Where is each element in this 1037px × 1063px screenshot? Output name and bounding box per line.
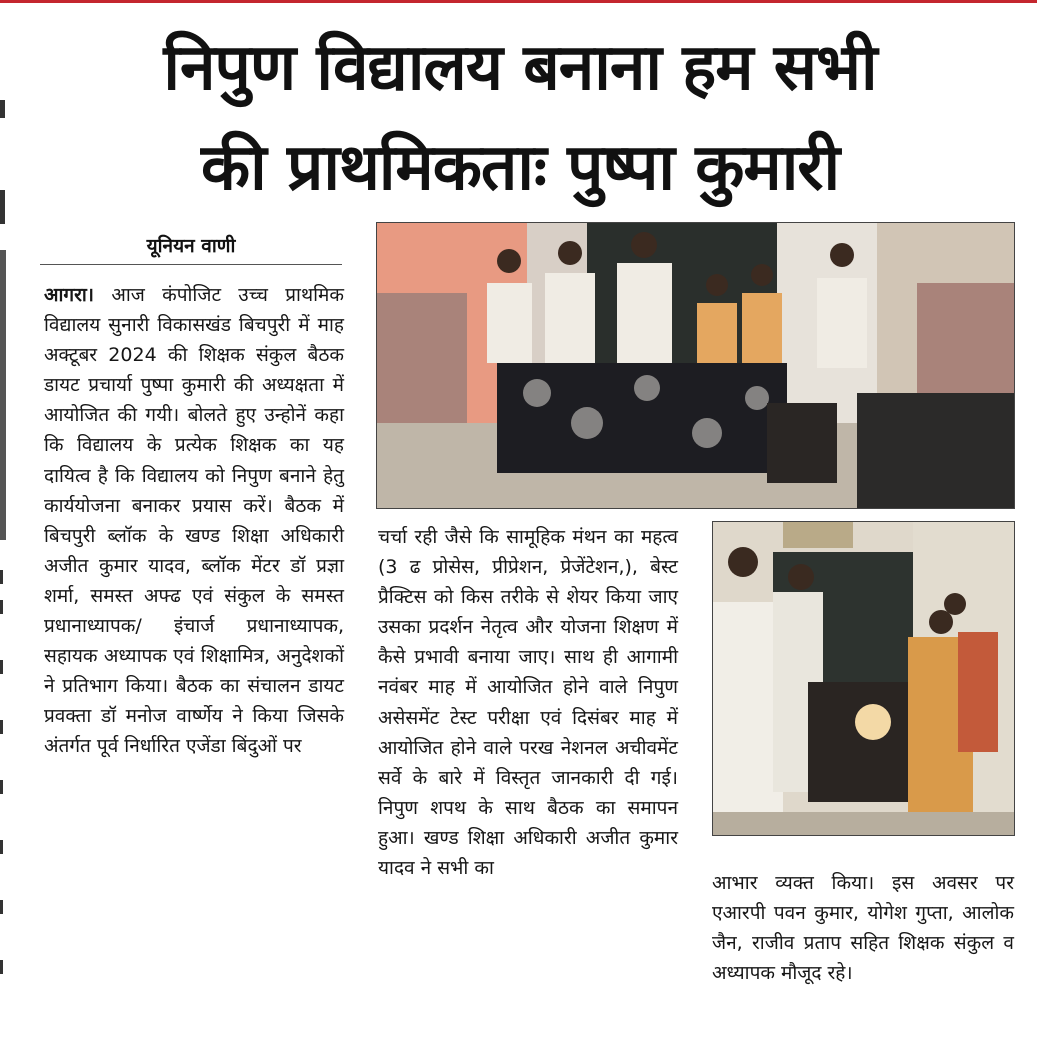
dateline: आगरा। — [44, 284, 95, 306]
byline: यूनियन वाणी — [40, 232, 342, 265]
adjacent-column-edge — [0, 100, 8, 1000]
headline-line-1: निपुण विद्यालय बनाना हम सभी — [163, 31, 877, 105]
article-column-1 — [44, 280, 344, 1050]
top-rule — [0, 0, 1037, 3]
meeting-oath-photo — [376, 222, 1015, 509]
column-1-text: आज कंपोजिट उच्च प्राथमिक विद्यालय सुनारी विकासखंड बिचपुरी में माह अक्टूबर 2024 की शिक्षक संकुल बैठक डायट प्रचार्या पुष्पा कुमारी की अध्यक्षता में आयोजित की गयी। बोलते हुए उन्होनें कहा कि विद्यालय के प्रत्येक शिक्षक का यह दायित्व है कि विद्यालय को निपुण बनाने हेतु कार्ययोजना बनाकर प्रयास करें। बैठक में बिचपुरी ब्लॉक के खण्ड शिक्षा अधिकारी अजीत कुमार यादव, ब्लॉक मेंटर डॉ प्रज्ञा शर्मा, समस्त अफ्ढ एवं संकुल के समस्त प्रधानाध्यापक/ इंचार्ज प्रधानाध्यापक, सहायक अध्यापक एवं शिक्षामित्र, अनुदेशकों ने प्रतिभाग किया। बैठक का संचालन डायट प्रवक्ता डॉ मनोज वार्ष्णेय ने किया जिसके अंतर्गत पूर्व निर्धारित एजेंडा बिंदुओं पर — [44, 284, 344, 758]
headline-line-2: की प्राथमिकताः पुष्पा कुमारी — [200, 131, 840, 205]
article-column-3: आभार व्यक्त किया। इस अवसर पर एआरपी पवन कुमार, योगेश गुप्ता, आलोक जैन, राजीव प्रताप सहित शिक्षक संकुल व अध्यापक मौजूद रहे। — [712, 872, 1014, 985]
headline — [20, 18, 1020, 218]
lamp-lighting-photo — [712, 521, 1015, 836]
article-column-2: चर्चा रही जैसे कि सामूहिक मंथन का महत्व (3 ढ प्रोसेस, प्रीप्रेशन, प्रेजेंटेशन,), बेस्ट प्रैक्टिस को किस तरीके से शेयर किया जाए उसका प्रदर्शन नेतृत्व और योजना शिक्षण में कैसे प्रभावी बनाया जाए। साथ ही आगामी नवंबर माह में आयोजित होने वाले निपुण असेसमेंट टेस्ट परीक्षा एवं दिसंबर माह में आयोजित होने वाले परख नेशनल अचीवमेंट सर्वे के बारे में विस्तृत जानकारी दी गई। निपुण शपथ के साथ बैठक का समापन हुआ। खण्ड शिक्षा अधिकारी अजीत कुमार यादव ने सभी का — [378, 526, 678, 880]
